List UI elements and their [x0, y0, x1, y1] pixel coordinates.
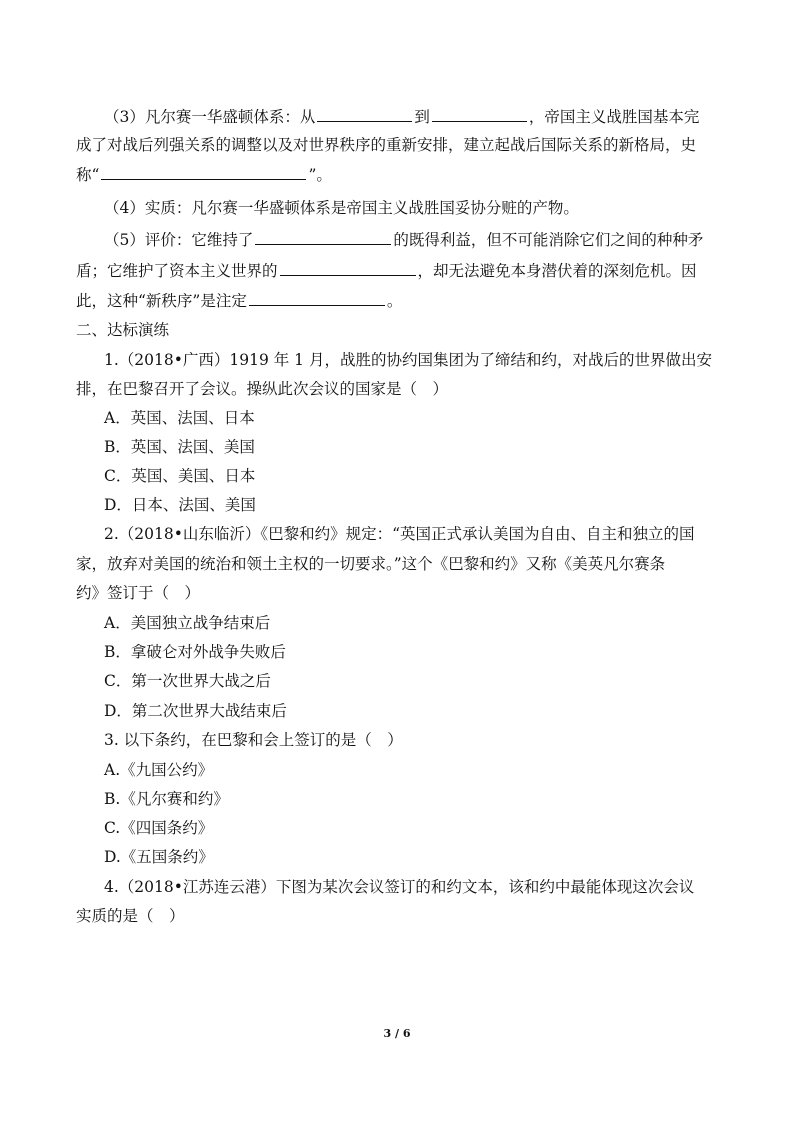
- item3-line3: [76, 164, 332, 185]
- q4-stem-line2: 实质的是（ ）: [76, 907, 185, 925]
- item5-line3-prefix: 此，这种“新秩序”是注定: [76, 292, 247, 310]
- fill-blank-3[interactable]: [101, 164, 306, 180]
- q1-option-b[interactable]: B．英国、法国、美国: [104, 438, 255, 456]
- q2-option-d[interactable]: D．第二次世界大战结束后: [104, 702, 287, 720]
- item3-prefix: （3）凡尔赛一华盛顿体系：从: [104, 108, 316, 126]
- item5-line2-prefix: 盾；它维护了资本主义世界的: [76, 262, 278, 280]
- q2-option-b[interactable]: B．拿破仑对外战争失败后: [104, 643, 286, 661]
- q2-option-a[interactable]: A．美国独立战争结束后: [104, 614, 271, 632]
- item3-line3-suffix: ”。: [308, 166, 332, 184]
- item3-line3-prefix: 称“: [76, 166, 100, 184]
- item3-line2: 成了对战后列强关系的调整以及对世界秩序的重新安排，建立起战后国际关系的新格局，史: [76, 136, 697, 154]
- q3-option-c[interactable]: C.《四国条约》: [104, 819, 214, 837]
- fill-blank-6[interactable]: [249, 290, 385, 306]
- q4-stem-line1: 4.（2018•江苏连云港）下图为某次会议签订的和约文本，该和约中最能体现这次会议: [104, 878, 695, 896]
- q3-stem-line1: 3. 以下条约，在巴黎和会上签订的是（ ）: [104, 731, 403, 749]
- q3-option-d[interactable]: D.《五国条约》: [104, 848, 214, 866]
- q1-stem-line1: 1.（2018•广西）1919 年 1 月，战胜的协约国集团为了缔结和约，对战后的世界做出安: [104, 351, 712, 369]
- fill-blank-5[interactable]: [280, 260, 416, 276]
- q1-option-c[interactable]: C．英国、美国、日本: [104, 467, 256, 485]
- item3-mid: 到: [414, 108, 430, 126]
- item3-line1: [104, 106, 699, 127]
- page-number: 3 / 6: [383, 1027, 411, 1040]
- q1-option-d[interactable]: D．日本、法国、美国: [104, 496, 256, 514]
- q2-stem-line3: 约》签订于（ ）: [76, 584, 201, 602]
- q3-option-b[interactable]: B.《凡尔赛和约》: [104, 790, 229, 808]
- item5-line1: [104, 229, 703, 250]
- fill-blank-1[interactable]: [317, 106, 412, 122]
- item5-line2: [76, 260, 697, 281]
- q2-option-c[interactable]: C．第一次世界大战之后: [104, 672, 271, 690]
- item5-line3-suffix: 。: [386, 292, 403, 310]
- q1-option-a[interactable]: A．英国、法国、日本: [104, 409, 255, 427]
- q3-option-a[interactable]: A.《九国公约》: [104, 761, 214, 779]
- fill-blank-4[interactable]: [255, 229, 391, 245]
- fill-blank-2[interactable]: [432, 106, 527, 122]
- item5-suffix: 的既得利益，但不可能消除它们之间的种种矛: [393, 231, 704, 249]
- item5-prefix: （5）评价：它维持了: [104, 231, 254, 249]
- section-heading: 二、达标演练: [76, 321, 170, 339]
- item5-line2-suffix: ，却无法避免本身潜伏着的深刻危机。因: [417, 262, 697, 280]
- item3-suffix: ，帝国主义战胜国基本完: [528, 108, 700, 126]
- q1-stem-line2: 排，在巴黎召开了会议。操纵此次会议的国家是（ ）: [76, 380, 449, 398]
- q2-stem-line1: 2.（2018•山东临沂）《巴黎和约》规定：“英国正式承认美国为自由、自主和独立的国: [104, 525, 695, 543]
- item4-line: （4）实质：凡尔赛一华盛顿体系是帝国主义战胜国妥协分赃的产物。: [104, 199, 579, 217]
- q2-stem-line2: 家，放弃对美国的统治和领土主权的一切要求。”这个《巴黎和约》又称《美英凡尔赛条: [76, 555, 666, 573]
- item5-line3: [76, 290, 402, 311]
